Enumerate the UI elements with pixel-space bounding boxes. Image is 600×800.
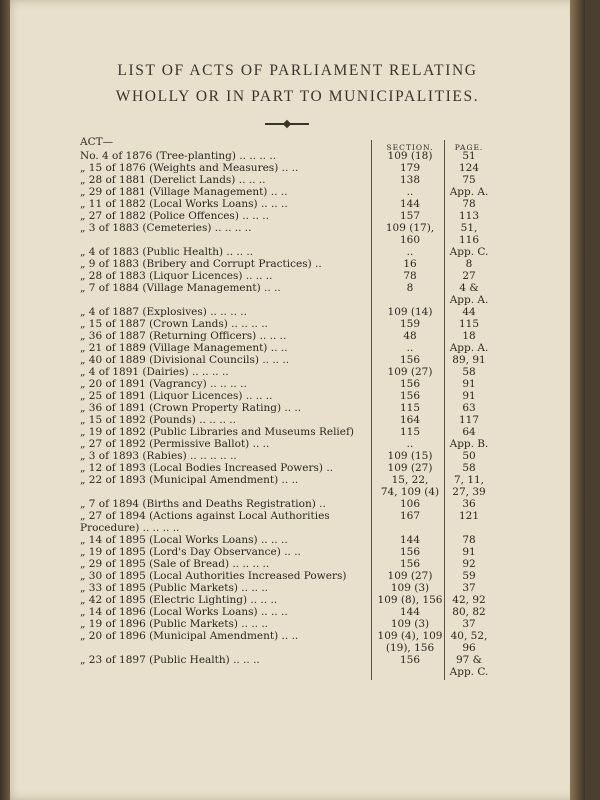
act-entry-page: App. A.	[449, 342, 489, 354]
act-entry-label: „ 15 of 1876 (Weights and Measures) .. ..	[80, 162, 299, 174]
act-entry-section: 156	[399, 654, 421, 666]
act-entry-page: 27	[462, 270, 476, 282]
column-rule-left	[371, 140, 372, 680]
act-entry-label: Procedure) .. .. .. ..	[80, 522, 180, 534]
act-entry-section: 157	[399, 210, 421, 222]
act-entry-page: 117	[458, 414, 480, 426]
act-entry-section: ..	[406, 438, 414, 450]
act-entry-page: 36	[462, 498, 476, 510]
act-entry-section: 48	[403, 330, 417, 342]
section-column-header: SECTION.	[386, 143, 434, 152]
act-entry-label: „ 7 of 1894 (Births and Deaths Registration) ..	[80, 498, 326, 510]
act-entry-section: 78	[403, 270, 417, 282]
act-entry-page: 44	[462, 306, 476, 318]
act-entry-section: ..	[406, 342, 414, 354]
act-entry-section: 144	[399, 606, 421, 618]
act-entry-label: „ 42 of 1895 (Electric Lighting) .. .. ..	[80, 594, 278, 606]
act-entry-page: App. C.	[449, 246, 489, 258]
act-entry-section: 160	[399, 234, 421, 246]
act-entry-label: „ 4 of 1887 (Explosives) .. .. .. ..	[80, 306, 247, 318]
act-entry-section: 109 (27)	[387, 462, 433, 474]
act-entry-page: 78	[462, 198, 476, 210]
act-entry-section: 109 (18)	[387, 150, 433, 162]
act-entry-section: 8	[406, 282, 414, 294]
act-entry-section: 115	[399, 426, 421, 438]
act-entry-label: „ 20 of 1896 (Municipal Amendment) .. ..	[80, 630, 299, 642]
act-entry-section: 167	[399, 510, 421, 522]
act-entry-label: „ 27 of 1894 (Actions against Local Authorities	[80, 510, 330, 522]
act-entry-page: 75	[462, 174, 476, 186]
act-entry-section: 156	[399, 354, 421, 366]
act-entry-page: 78	[462, 534, 476, 546]
act-entry-page: 113	[458, 210, 480, 222]
act-entry-section: 109 (3)	[390, 618, 430, 630]
act-entry-section: 144	[399, 534, 421, 546]
act-entry-label: „ 15 of 1887 (Crown Lands) .. .. .. ..	[80, 318, 268, 330]
book-binding	[0, 0, 10, 800]
act-heading: ACT—	[80, 136, 114, 148]
act-entry-section: 156	[399, 546, 421, 558]
act-entry-label: „ 30 of 1895 (Local Authorities Increased Powers)	[80, 570, 347, 582]
act-entry-label: „ 19 of 1895 (Lord's Day Observance) .. ..	[80, 546, 301, 558]
act-entry-page: 80, 82	[452, 606, 486, 618]
act-entry-page: 92	[462, 558, 476, 570]
act-entry-label: „ 36 of 1887 (Returning Officers) .. .. ..	[80, 330, 287, 342]
act-entry-label: „ 15 of 1892 (Pounds) .. .. .. ..	[80, 414, 236, 426]
act-entry-page: App. C.	[449, 666, 489, 678]
act-entry-section: 109 (3)	[390, 582, 430, 594]
act-entry-page: 51	[462, 150, 476, 162]
act-entry-page: 40, 52,	[450, 630, 488, 642]
act-entry-page: 89, 91	[452, 354, 486, 366]
act-entry-page: 121	[458, 510, 480, 522]
act-entry-section: 156	[399, 390, 421, 402]
act-entry-label: „ 23 of 1897 (Public Health) .. .. ..	[80, 654, 260, 666]
act-entry-section: 109 (27)	[387, 570, 433, 582]
act-entry-page: App. B.	[449, 438, 489, 450]
act-entry-label: „ 33 of 1895 (Public Markets) .. .. ..	[80, 582, 269, 594]
act-entry-page: 7, 11,	[453, 474, 485, 486]
act-entry-page: 63	[462, 402, 476, 414]
act-entry-label: „ 22 of 1893 (Municipal Amendment) .. ..	[80, 474, 299, 486]
act-entry-page: 59	[462, 570, 476, 582]
act-entry-section: 15, 22,	[391, 474, 429, 486]
page-title-line-2: WHOLLY OR IN PART TO MUNICIPALITIES.	[115, 88, 480, 105]
act-entry-section: 109 (4), 109	[377, 630, 443, 642]
act-entry-section: 164	[399, 414, 421, 426]
act-entry-section: ..	[406, 186, 414, 198]
act-entry-page: 124	[458, 162, 480, 174]
act-entry-page: 91	[462, 546, 476, 558]
act-entry-page: 37	[462, 582, 476, 594]
act-entry-label: „ 20 of 1891 (Vagrancy) .. .. .. ..	[80, 378, 247, 390]
book-page	[10, 0, 585, 800]
page-title-line-1: LIST OF ACTS OF PARLIAMENT RELATING	[117, 62, 478, 79]
act-entry-label: „ 7 of 1884 (Village Management) .. ..	[80, 282, 281, 294]
act-entry-label: „ 14 of 1896 (Local Works Loans) .. .. ..	[80, 606, 288, 618]
act-entry-label: „ 25 of 1891 (Liquor Licences) .. .. ..	[80, 390, 273, 402]
act-entry-label: „ 29 of 1895 (Sale of Bread) .. .. .. ..	[80, 558, 270, 570]
act-entry-page: 42, 92	[452, 594, 486, 606]
act-entry-page: 58	[462, 366, 476, 378]
act-entry-label: „ 4 of 1883 (Public Health) .. .. ..	[80, 246, 254, 258]
act-entry-section: 109 (8), 156	[377, 594, 443, 606]
act-entry-section: (19), 156	[385, 642, 435, 654]
act-entry-label: „ 11 of 1882 (Local Works Loans) .. .. ..	[80, 198, 288, 210]
page-edge	[570, 0, 585, 800]
act-entry-label: „ 19 of 1896 (Public Markets) .. .. ..	[80, 618, 269, 630]
ornament-divider	[265, 121, 309, 127]
act-entry-section: 156	[399, 378, 421, 390]
act-entry-section: 159	[399, 318, 421, 330]
act-entry-label: „ 9 of 1883 (Bribery and Corrupt Practices) ..	[80, 258, 322, 270]
act-entry-section: 115	[399, 402, 421, 414]
act-entry-page: App. A.	[449, 294, 489, 306]
act-entry-page: 4 &	[459, 282, 479, 294]
act-entry-label: „ 14 of 1895 (Local Works Loans) .. .. ..	[80, 534, 288, 546]
act-entry-page: 91	[462, 390, 476, 402]
act-entry-label: „ 27 of 1892 (Permissive Ballot) .. ..	[80, 438, 270, 450]
act-entry-label: „ 4 of 1891 (Dairies) .. .. .. ..	[80, 366, 229, 378]
act-entry-section: 106	[399, 498, 421, 510]
act-entry-label: „ 19 of 1892 (Public Libraries and Museums Relief)	[80, 426, 354, 438]
act-entry-label: „ 21 of 1889 (Village Management) .. ..	[80, 342, 288, 354]
act-entry-section: 109 (14)	[387, 306, 433, 318]
act-entry-page: 96	[462, 642, 476, 654]
act-entry-page: 97 &	[455, 654, 483, 666]
act-entry-page: 37	[462, 618, 476, 630]
act-entry-label: „ 12 of 1893 (Local Bodies Increased Powers) ..	[80, 462, 333, 474]
act-entry-label: „ 28 of 1883 (Liquor Licences) .. .. ..	[80, 270, 273, 282]
act-entry-section: 179	[399, 162, 421, 174]
act-entry-section: 74, 109 (4)	[380, 486, 440, 498]
act-entry-section: 16	[403, 258, 417, 270]
act-entry-page: App. A.	[449, 186, 489, 198]
act-entry-page: 27, 39	[452, 486, 486, 498]
act-entry-section: 156	[399, 558, 421, 570]
act-entry-label: „ 36 of 1891 (Crown Property Rating) .. ..	[80, 402, 302, 414]
act-entry-page: 50	[462, 450, 476, 462]
act-entry-label: „ 40 of 1889 (Divisional Councils) .. .. ..	[80, 354, 290, 366]
act-entry-label: „ 28 of 1881 (Derelict Lands) .. .. ..	[80, 174, 266, 186]
act-entry-section: 138	[399, 174, 421, 186]
act-entry-section: 109 (27)	[387, 366, 433, 378]
act-entry-page: 58	[462, 462, 476, 474]
page-column-header: PAGE.	[454, 143, 484, 152]
act-entry-label: „ 3 of 1893 (Rabies) .. .. .. .. ..	[80, 450, 237, 462]
act-entry-section: ..	[406, 246, 414, 258]
act-entry-page: 18	[462, 330, 476, 342]
act-entry-section: 109 (15)	[387, 450, 433, 462]
act-entry-label: „ 29 of 1881 (Village Management) .. ..	[80, 186, 288, 198]
act-entry-section: 109 (17),	[385, 222, 435, 234]
act-entry-page: 116	[458, 234, 480, 246]
act-entry-page: 8	[465, 258, 473, 270]
act-entry-section: 144	[399, 198, 421, 210]
act-entry-label: „ 27 of 1882 (Police Offences) .. .. ..	[80, 210, 269, 222]
act-entry-page: 91	[462, 378, 476, 390]
act-entry-label: „ 3 of 1883 (Cemeteries) .. .. .. ..	[80, 222, 252, 234]
act-entry-page: 51,	[460, 222, 478, 234]
act-entry-page: 115	[458, 318, 480, 330]
act-entry-page: 64	[462, 426, 476, 438]
act-entry-label: No. 4 of 1876 (Tree-planting) .. .. .. ..	[80, 150, 277, 162]
